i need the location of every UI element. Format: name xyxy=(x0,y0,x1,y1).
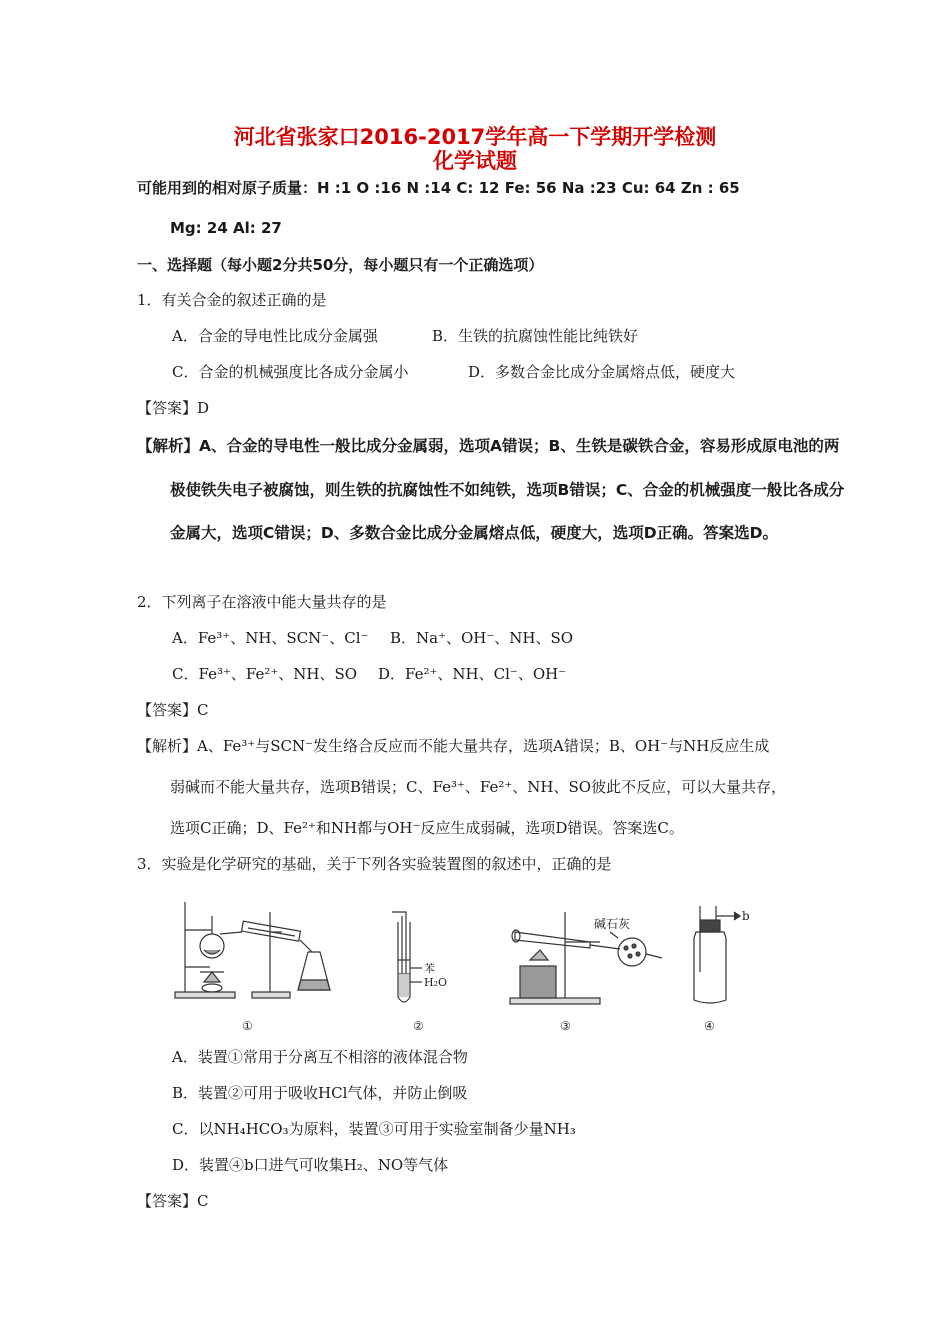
q2-option-d: D．Fe²⁺、NH、Cl⁻、OH⁻ xyxy=(378,665,567,683)
apparatus-1-distillation xyxy=(175,902,330,1033)
atomic-mass-line-1: 可能用到的相对原子质量：H :1 O :16 N :14 C: 12 Fe: 56 Na :23 Cu: 64 Zn : 65 xyxy=(137,179,740,197)
q3-answer: 【答案】C xyxy=(137,1192,209,1210)
apparatus-1-label: ① xyxy=(242,1019,253,1033)
water-label: H₂O xyxy=(424,976,448,989)
q1-option-c: C．合金的机械强度比各成分金属小 xyxy=(172,363,409,381)
q3-option-d: D．装置④b口进气可收集H₂、NO等气体 xyxy=(172,1156,449,1174)
atomic-mass-line-2: Mg: 24 Al: 27 xyxy=(170,219,282,237)
apparatus-2-label: ② xyxy=(413,1019,424,1033)
q1-option-b: B．生铁的抗腐蚀性能比纯铁好 xyxy=(432,327,639,345)
q1-explanation-line-1 xyxy=(137,436,839,456)
q1-option-a: A．合金的导电性比成分金属强 xyxy=(172,327,378,345)
document-title: 河北省张家口2016-2017学年高一下学期开学检测 xyxy=(233,125,717,149)
q1-explanation-label: 【解析】 xyxy=(137,437,200,455)
apparatus-4-label: ④ xyxy=(704,1019,715,1033)
q3-stem: 3．实验是化学研究的基础，关于下列各实验装置图的叙述中，正确的是 xyxy=(137,855,612,873)
apparatus-figure xyxy=(170,902,790,1037)
apparatus-3-label: ③ xyxy=(560,1019,571,1033)
apparatus-2-absorption xyxy=(392,912,447,1033)
q3-option-a: A．装置①常用于分离互不相溶的液体混合物 xyxy=(172,1048,468,1066)
q2-option-b: B．Na⁺、OH⁻、NH、SO xyxy=(390,629,574,647)
section-heading: 一、选择题（每小题2分共50分，每小题只有一个正确选项） xyxy=(137,256,544,274)
q1-option-d: D．多数合金比成分金属熔点低，硬度大 xyxy=(468,363,736,381)
q1-explanation-text-1: A、合金的导电性一般比成分金属弱，选项A错误；B、生铁是碳铁合金，容易形成原电池的两 xyxy=(199,437,840,455)
q2-option-c: C．Fe³⁺、Fe²⁺、NH、SO xyxy=(172,665,358,683)
apparatus-3-ammonia xyxy=(510,912,662,1033)
q2-option-a: A．Fe³⁺、NH、SCN⁻、Cl⁻ xyxy=(172,629,369,647)
q1-explanation-line-2: 极使铁失电子被腐蚀，则生铁的抗腐蚀性不如纯铁，选项B错误；C、合金的机械强度一般比各成分 xyxy=(170,481,845,499)
apparatus-4-gas-bottle xyxy=(694,906,750,1033)
q3-option-c: C．以NH₄HCO₃为原料，装置③可用于实验室制备少量NH₃ xyxy=(172,1120,576,1138)
port-b-label: b xyxy=(742,909,750,923)
q3-option-b: B．装置②可用于吸收HCl气体，并防止倒吸 xyxy=(172,1084,468,1102)
soda-lime-label: 碱石灰 xyxy=(594,917,631,931)
q1-stem: 1．有关合金的叙述正确的是 xyxy=(137,291,327,309)
q2-stem: 2．下列离子在溶液中能大量共存的是 xyxy=(137,593,387,611)
benzene-label: 苯 xyxy=(424,962,435,975)
q1-answer: 【答案】D xyxy=(137,399,210,417)
q1-explanation-line-3: 金属大，选项C错误；D、多数合金比成分金属熔点低，硬度大，选项D正确。答案选D。 xyxy=(170,524,778,542)
q2-explanation-line-1: 【解析】A、Fe³⁺与SCN⁻发生络合反应而不能大量共存，选项A错误；B、OH⁻与NH反应生成 xyxy=(137,737,770,755)
q2-explanation-line-2: 弱碱而不能大量共存，选项B错误；C、Fe³⁺、Fe²⁺、NH、SO彼此不反应，可以大量共存， xyxy=(170,778,787,796)
q2-answer: 【答案】C xyxy=(137,701,209,719)
document-subtitle: 化学试题 xyxy=(433,149,517,173)
q2-explanation-line-3: 选项C正确；D、Fe²⁺和NH都与OH⁻反应生成弱碱，选项D错误。答案选C。 xyxy=(170,819,684,837)
